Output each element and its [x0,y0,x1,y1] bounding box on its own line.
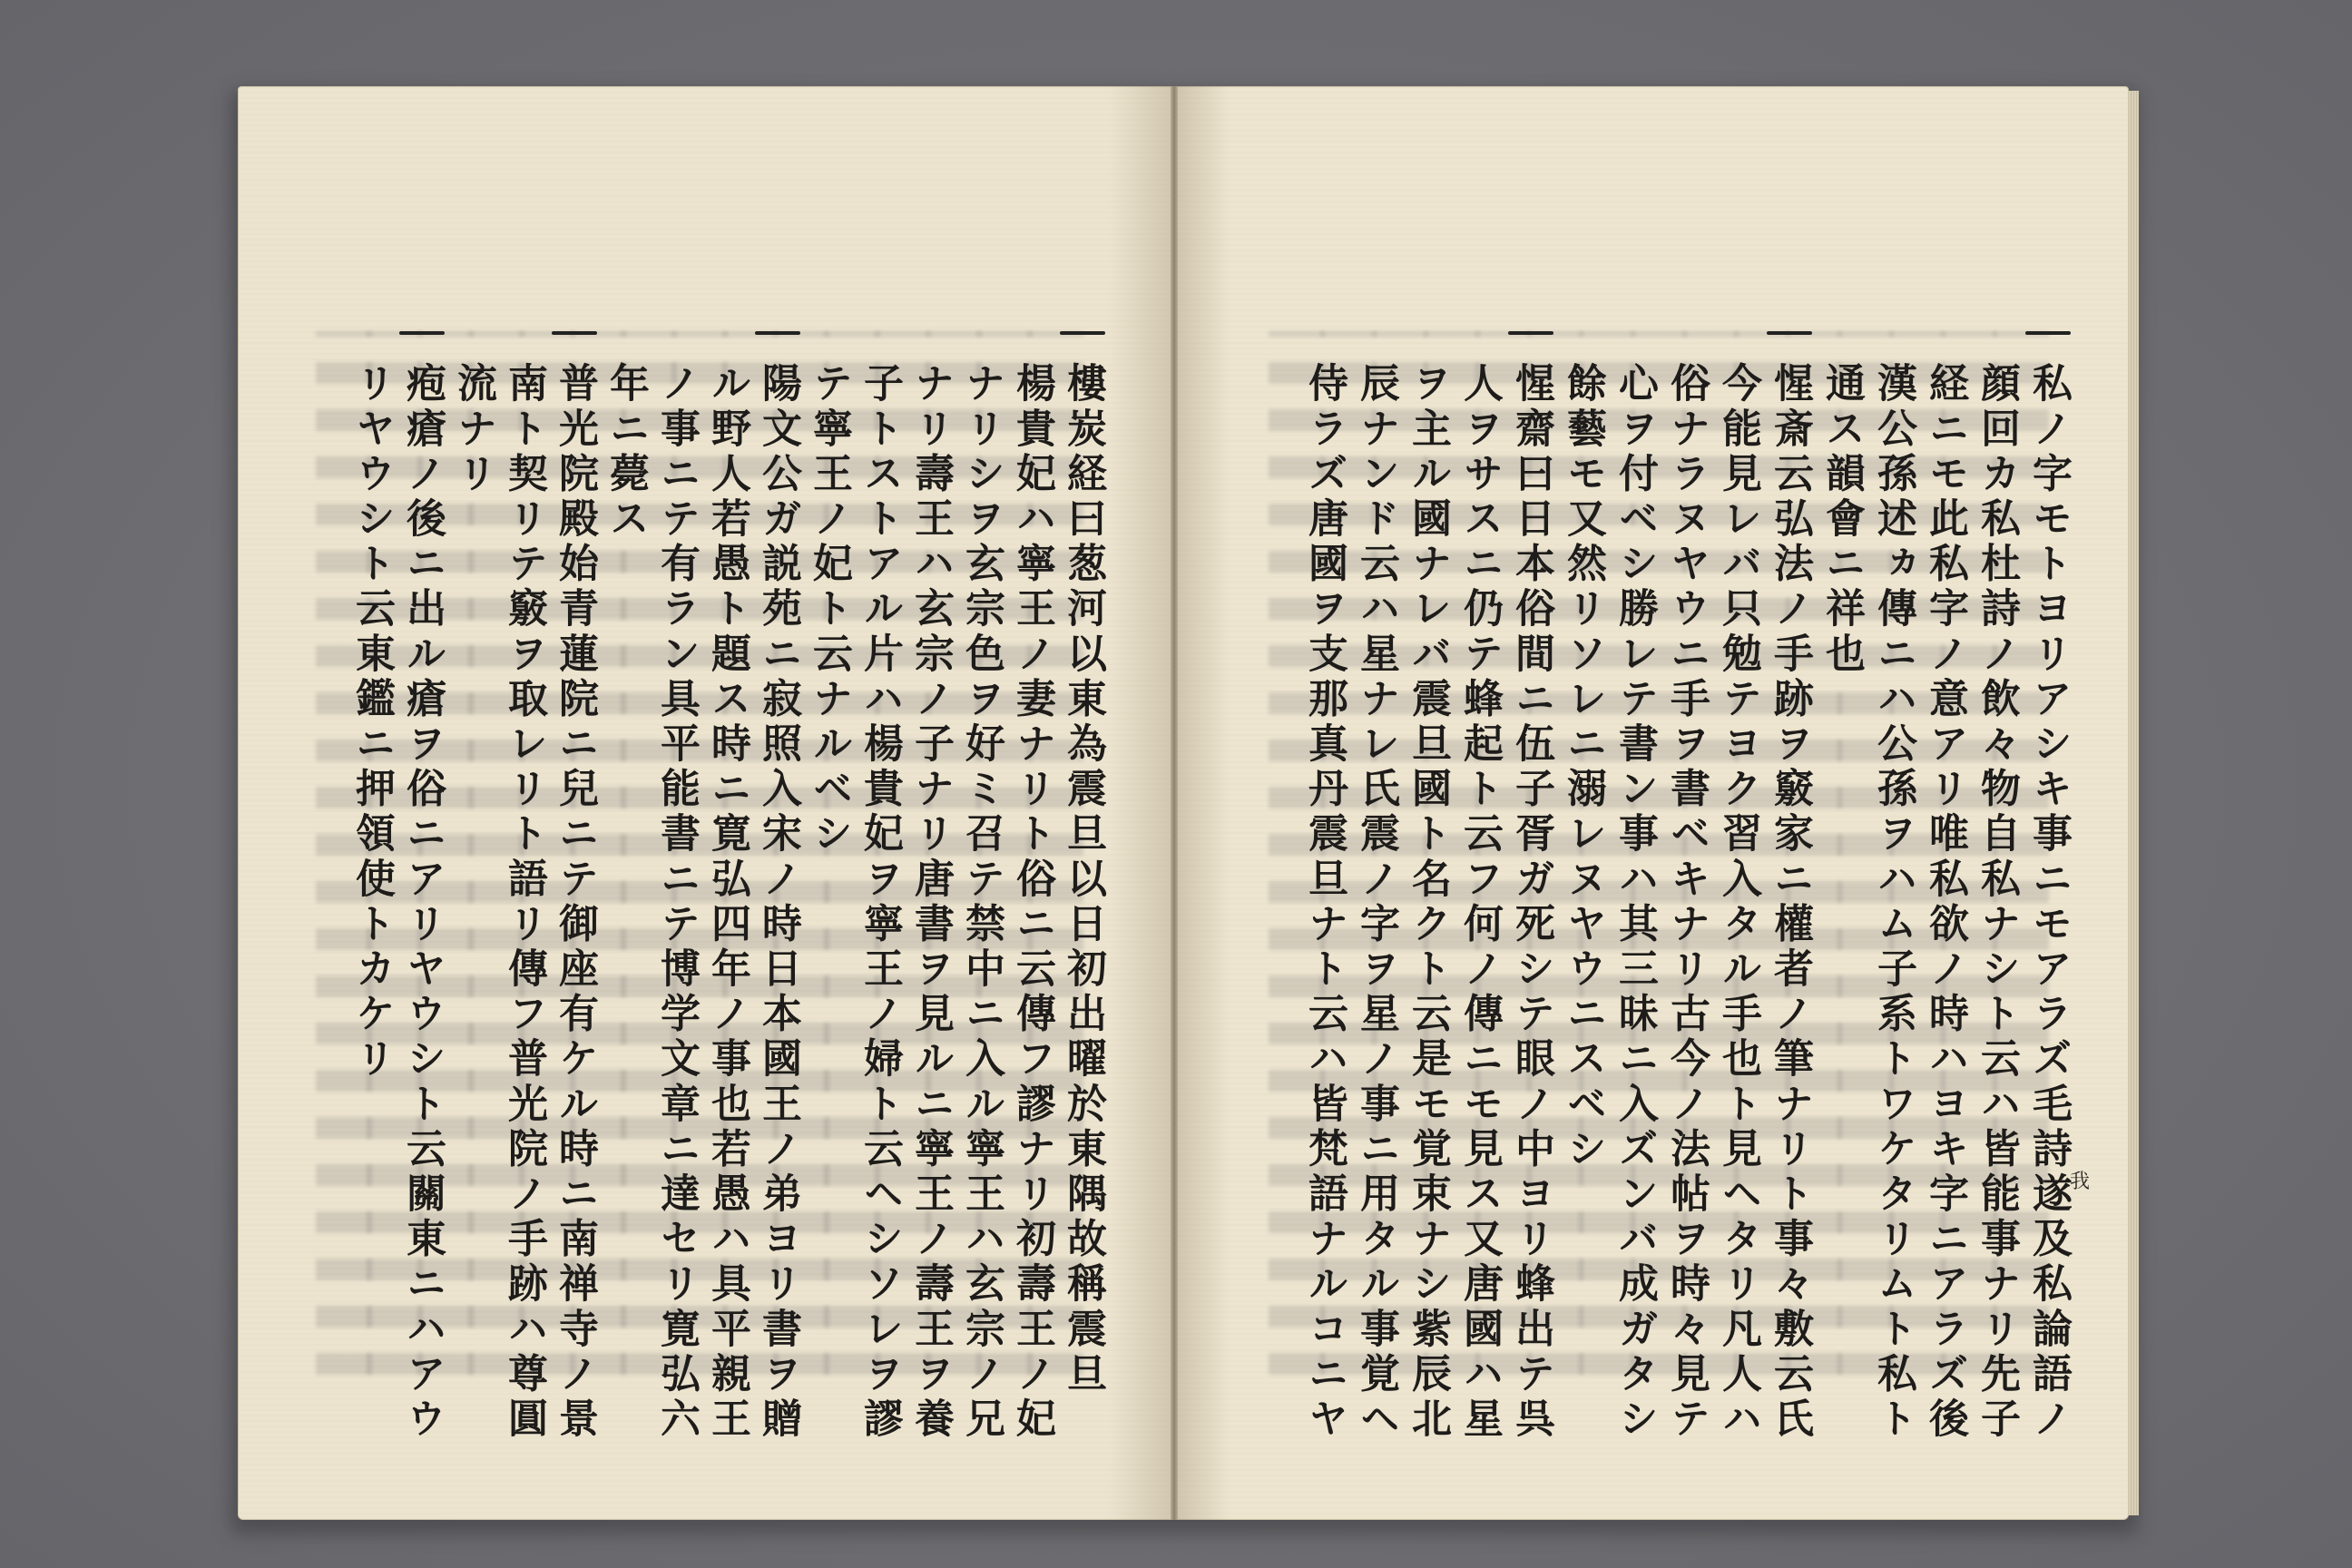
column-text: 通ス韻會ニ祥也 [1818,362,1865,678]
text-column [902,331,958,1442]
entry-marker [1508,331,1553,335]
text-column [1348,331,1404,1442]
column-text: ナリシヲ玄宗色ヲ好ミ召テ禁中ニ入ル寧王ハ玄宗ノ兄 [958,362,1004,1443]
text-column [851,331,907,1442]
entry-marker [1767,331,1812,335]
entry-marker-spacer [704,331,750,335]
entry-marker-spacer [1612,331,1657,335]
column-text: 心ヲ付ベシ勝レテ書ン事ハ其三昧ニ入ズンバ成ガタシ [1612,362,1658,1443]
entry-marker-spacer [603,331,648,335]
text-column [2020,331,2076,1442]
entry-marker-spacer [907,331,953,335]
entry-marker-spacer [1663,331,1709,335]
right-page [1176,86,2129,1520]
text-column [648,331,704,1442]
text-column [750,331,806,1442]
entry-marker [2025,331,2071,335]
column-text: 辰ナンド云ハ星ナレ氏震ノ字ヲ星ノ事ニ用タル事覚ヘ [1353,362,1399,1443]
column-text: 子トストアル片ハ楊貴妃ヲ寧王ノ婦ト云ヘシソレヲ謬 [857,362,903,1443]
text-column [1865,331,1921,1442]
column-text: 私ノ字モトヨリアシキ事ニモアラズ毛詩遂及私論語ノ [2025,362,2072,1443]
entry-marker-spacer [806,331,851,335]
text-column [394,331,450,1442]
entry-marker-spacer [1009,331,1054,335]
text-column [597,331,653,542]
text-column [1054,331,1111,1397]
text-column [1399,331,1455,1442]
entry-marker-spacer [1560,331,1605,335]
text-column [1554,331,1611,1172]
entry-marker-spacer [450,331,495,335]
text-column [1004,331,1060,1442]
entry-marker-spacer [1818,331,1864,335]
entry-marker-spacer [1870,331,1916,335]
column-text: 俗ナラヌヤウニ手ヲ書ベキナリ古今ノ法帖ヲ時々見テ [1663,362,1710,1443]
text-column [1503,331,1559,1442]
column-text: 惺斎云弘法ノ手跡ヲ竅家ニ權者ノ筆ナリト事々敷云氏 [1767,362,1813,1443]
entry-marker [755,331,800,335]
column-text: 顔回カ私杜詩ノ飲々物自私ナシト云ハ皆能事ナリ先子 [1974,362,2020,1443]
text-column [1968,331,2024,1442]
book-gutter [1171,86,1178,1520]
column-text: ナリ壽王ハ玄宗ノ子ナリ唐書ヲ見ルニ寧王ノ壽王ヲ養 [907,362,954,1443]
entry-marker [552,331,597,335]
column-text: 樓炭経曰葱河以東為震旦以日初出曜於東隅故稱震旦 [1060,362,1106,1397]
text-column [1451,331,1507,1442]
entry-marker-spacer [1405,331,1450,335]
text-column [1296,331,1352,1442]
margin-note: 我 [2070,1171,2091,1193]
entry-marker-spacer [1456,331,1502,335]
column-text: 惺齋曰日本俗間ニ伍子胥ガ死シテ眼ノ中ヨリ蜂出テ呉 [1508,362,1554,1443]
text-column [1761,331,1818,1442]
column-text: 人ヲサスニ仍テ蜂起ト云フ何ノ傳ニモ見ス又唐國ハ星 [1456,362,1503,1443]
column-text: テ寧王ノ妃ト云ナルベシ [806,362,852,858]
entry-marker-spacer [1974,331,2019,335]
entry-marker-spacer [857,331,902,335]
column-text: リヤウシト云東鑑ニ押領使トカケリ [348,362,395,1083]
text-column [699,331,755,1442]
text-column [1658,331,1714,1442]
column-text: 今能見レバ只勉テヨク習入タル手也ト見ヘタリ凡人ハ [1715,362,1761,1443]
entry-marker-spacer [501,331,546,335]
left-page [238,86,1172,1520]
column-text: 楊貴妃ハ寧王ノ妻ナリト俗ニ云傳フ謬ナリ初壽王ノ妃 [1009,362,1055,1443]
text-column [1813,331,1869,677]
column-text: 流ナリ [450,362,496,497]
text-column [953,331,1009,1442]
column-text: 経ニモ此私字ノ意アリ唯私欲ノ時ハヨキ字ニアラズ後 [1922,362,1968,1443]
entry-marker [399,331,445,335]
text-column [343,331,399,1083]
entry-marker-spacer [1715,331,1760,335]
entry-marker-spacer [653,331,699,335]
column-text: 南ト契リテ竅ヲ取レリト語リ傳フ普光院ノ手跡ハ尊圓 [501,362,547,1443]
text-column [800,331,857,858]
column-text: 侍ラズ唐國ヲ支那真丹震旦ナト云ハ皆梵語ナルコニヤ [1301,362,1348,1443]
text-column [1606,331,1662,1442]
text-column [445,331,501,497]
entry-marker-spacer [1301,331,1347,335]
column-text: ル野人若愚ト題ス時ニ寛弘四年ノ事也若愚ハ具平親王 [704,362,750,1443]
column-text: 年ニ薨ス [603,362,649,543]
entry-marker-spacer [1353,331,1398,335]
entry-marker-spacer [1922,331,1967,335]
entry-marker-spacer [348,331,394,335]
column-text: 疱瘡ノ後ニ出ル瘡ヲ俗ニアリヤウシト云關東ニハアウ [399,362,446,1443]
column-text: 餘藝モ又然リソレニ溺レヌヤウニスベシ [1560,362,1606,1172]
text-column [1710,331,1766,1442]
entry-marker [1060,331,1105,335]
column-text: 漢公孫述ヵ傳ニハ公孫ヲハム子系トワケタリムト私ト [1870,362,1916,1443]
column-text: ノ事ニテ有ラン具平能書ニテ博学文章ニ達セリ寛弘六 [653,362,700,1443]
entry-marker-spacer [958,331,1004,335]
column-text: 普光院殿始青蓮院ニ兒ニテ御座有ケル時ニ南禅寺ノ景 [552,362,598,1443]
column-text: 陽文公ガ説苑ニ寂照入宋ノ時日本國王ノ弟ヨリ書ヲ贈 [755,362,801,1443]
text-column [1916,331,1973,1442]
text-column [495,331,552,1442]
text-column [546,331,603,1442]
column-text: ヲ主ル國ナレバ震旦國ト名クト云是モ覚束ナシ紫辰北 [1405,362,1451,1443]
